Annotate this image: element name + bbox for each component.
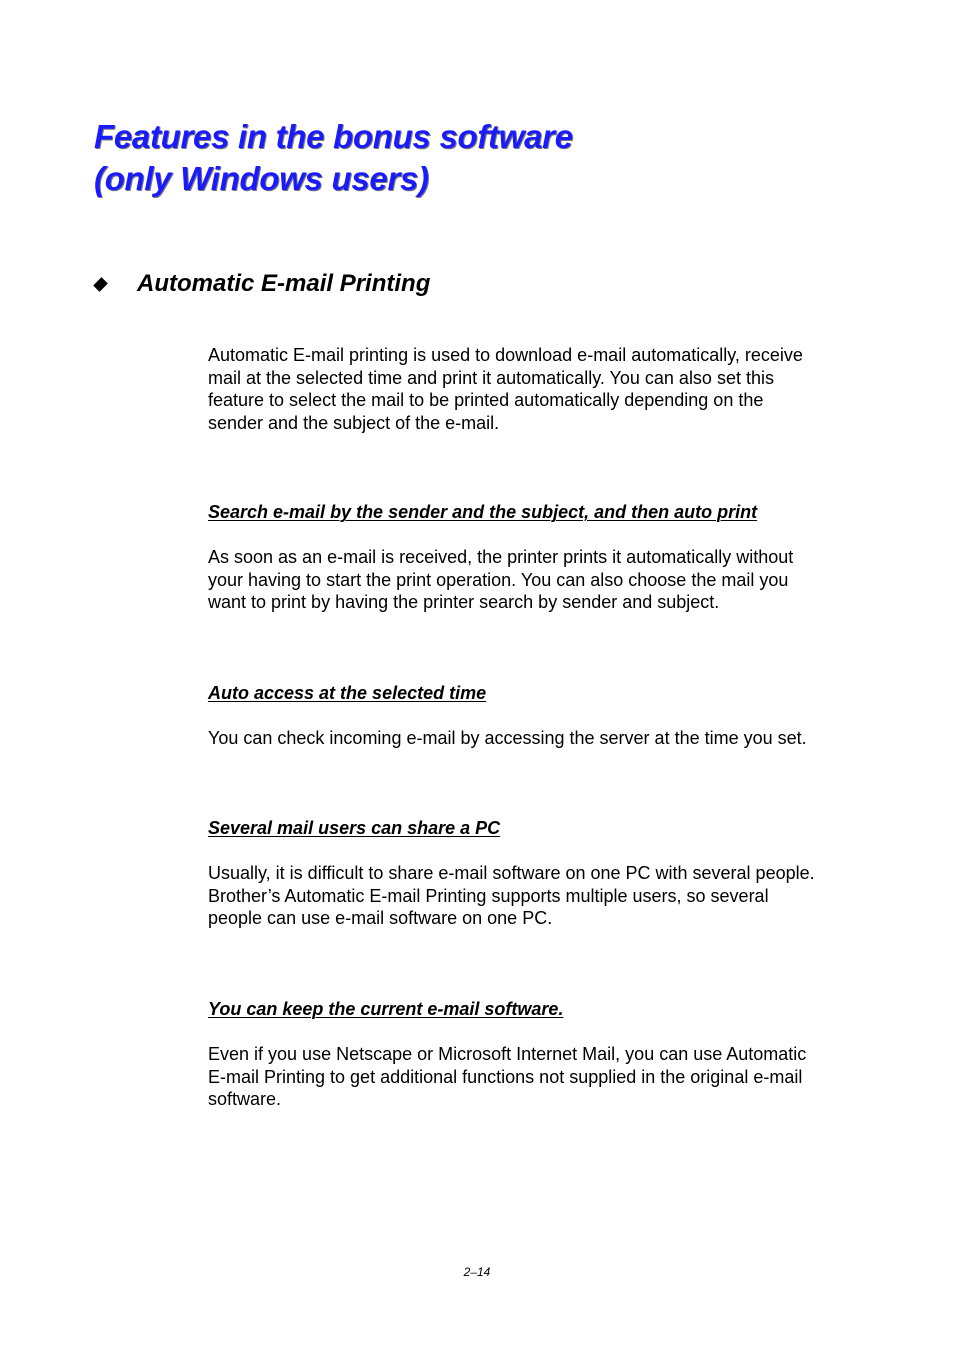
feature-body-line: As soon as an e-mail is received, the printer prints it automatically without — [208, 547, 794, 567]
feature-body-line: You can check incoming e-mail by accessing the server at the time you set. — [208, 728, 807, 748]
feature-body-line: software. — [208, 1089, 282, 1110]
feature-body-search — [208, 546, 868, 614]
feature-body-line: Brother’s Automatic E-mail Printing supports multiple users, so several — [208, 885, 769, 906]
feature-body-auto-access — [208, 727, 868, 750]
feature-body-share-pc — [208, 862, 868, 930]
feature-heading-search: Search e-mail by the sender and the subject, and then auto print — [208, 502, 758, 522]
section-heading — [94, 268, 430, 300]
feature-body-line: Even if you use Netscape or Microsoft Internet Mail, you can use Automatic — [208, 1044, 807, 1064]
feature-heading-keep-software: You can keep the current e-mail software. — [208, 999, 564, 1019]
intro-line: mail at the selected time and print it automatically. You can also set this — [208, 367, 774, 388]
feature-heading-auto-access: Auto access at the selected time — [208, 683, 487, 703]
feature-body-line: your having to start the print operation. You can also choose the mail you — [208, 569, 789, 590]
feature-body-line: want to print by having the printer search by sender and subject. — [208, 592, 720, 613]
feature-heading-share-pc: Several mail users can share a PC — [208, 818, 501, 838]
diamond-bullet-icon — [93, 277, 108, 292]
intro-line: Automatic E-mail printing is used to download e-mail automatically, receive — [208, 345, 803, 365]
feature-body-line: E-mail Printing to get additional functions not supplied in the original e-mail — [208, 1066, 803, 1087]
feature-body-keep-software — [208, 1043, 868, 1111]
page-title — [94, 116, 854, 200]
intro-line: feature to select the mail to be printed automatically depending on the — [208, 390, 764, 411]
page-title-line-2: (only Windows users) — [94, 160, 429, 197]
section-heading-label: Automatic E-mail Printing — [137, 270, 431, 297]
page-number: 2–14 — [463, 1265, 491, 1279]
feature-body-line: Usually, it is difficult to share e-mail software on one PC with several people. — [208, 863, 815, 883]
intro-paragraph — [208, 344, 868, 435]
intro-line: sender and the subject of the e-mail. — [208, 413, 500, 434]
page-title-line-1: Features in the bonus software — [94, 118, 573, 155]
feature-body-line: people can use e-mail software on one PC. — [208, 908, 553, 929]
